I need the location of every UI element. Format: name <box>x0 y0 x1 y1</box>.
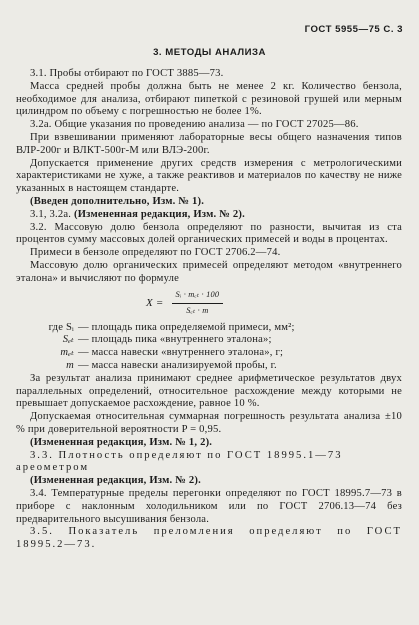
paragraph-continuation: ареометром <box>16 462 90 474</box>
paragraph-prefix: 3.1, 3.2а. <box>30 208 72 220</box>
formula-fraction <box>172 289 224 318</box>
paragraph: Массовую долю органических примесей определяют методом «внутреннего эталона» и вычисляют по формуле <box>16 259 402 284</box>
definition-text: — масса навески анализируемой пробы, г. <box>78 359 277 371</box>
amendment-note: (Измененная редакция, Изм. № 1, 2). <box>30 436 213 448</box>
paragraph: При взвешивании применяют лабораторные весы общего назначения типов ВЛР-200г и ВЛКТ-500г-М или ВЛЭ-200г. <box>16 131 402 156</box>
definition-symbol: Sₑₜ <box>62 334 74 346</box>
definition-text: — масса навески «внутреннего эталона», г; <box>78 347 284 359</box>
document-body <box>16 68 402 552</box>
definition-row <box>16 347 402 360</box>
paragraph: 3.4. Температурные пределы перегонки определяют по ГОСТ 18995.7—73 в приборе с наклонным холодильником или по ГОСТ 2706.13—74 без предварительного высушивания бензола. <box>16 487 402 525</box>
amendment-note: (Измененная редакция, Изм. № 2). <box>74 208 245 220</box>
definition-row <box>16 334 402 347</box>
paragraph: 3.5. Показатель преломления определяют по ГОСТ 18995.2—73. <box>16 526 402 551</box>
definition-symbol: где Sᵢ <box>48 321 74 333</box>
definition-row <box>16 360 402 373</box>
paragraph: Примеси в бензоле определяют по ГОСТ 2706.2—74. <box>30 247 281 259</box>
page-header: ГОСТ 5955—75 С. 3 <box>304 24 403 35</box>
amendment-note: (Измененная редакция, Изм. № 2). <box>30 475 201 487</box>
paragraph: За результат анализа принимают среднее арифметическое результатов двух параллельных определений, относительное расхождение между которыми не превышает допускаемое расхождение, равное 10 %. <box>16 372 402 410</box>
paragraph: 3.2а. Общие указания по проведению анализа — по ГОСТ 27025—86. <box>30 119 359 131</box>
amendment-note: (Введен дополнительно, Изм. № 1). <box>30 195 205 207</box>
paragraph: 3.2. Массовую долю бензола определяют по разности, вычитая из ста процентов сумму массовых долей органических примесей и воды в процентах. <box>16 221 402 246</box>
formula-numerator: Sᵢ · mₑₜ · 100 <box>172 289 224 304</box>
section-title: 3. МЕТОДЫ АНАЛИЗА <box>153 47 266 58</box>
paragraph: Допускаемая относительная суммарная погрешность результата анализа ±10 % при доверительной вероятности P = 0,95. <box>16 411 402 435</box>
formula-lhs: X = <box>146 297 164 310</box>
formula <box>146 291 402 317</box>
formula-denominator: Sₑₜ · m <box>186 306 209 316</box>
definition-text: — площадь пика «внутреннего эталона»; <box>78 334 272 346</box>
definition-text: — площадь пика определяемой примеси, мм²; <box>78 321 295 333</box>
paragraph <box>16 209 402 222</box>
formula-definitions <box>16 322 402 373</box>
definition-symbol: mₑₜ <box>60 347 74 359</box>
paragraph: 3.1. Пробы отбирают по ГОСТ 3885—73. <box>30 68 224 79</box>
definition-row <box>16 322 402 335</box>
paragraph: Допускается применение других средств измерения с метрологическими характеристиками не хуже, а также реактивов и материалов по качеству не ниже указанных в настоящем стандарте. <box>16 157 402 195</box>
definition-symbol: m <box>66 359 74 371</box>
paragraph: Масса средней пробы должна быть не менее 2 кг. Количество бензола, необходимое для анализа, отбирают пипеткой с резиновой грушей или мерным цилиндром по объему с погрешностью не более 1%. <box>16 80 402 118</box>
paragraph: 3.3. Плотность определяют по ГОСТ 18995.1—73 <box>30 449 343 461</box>
